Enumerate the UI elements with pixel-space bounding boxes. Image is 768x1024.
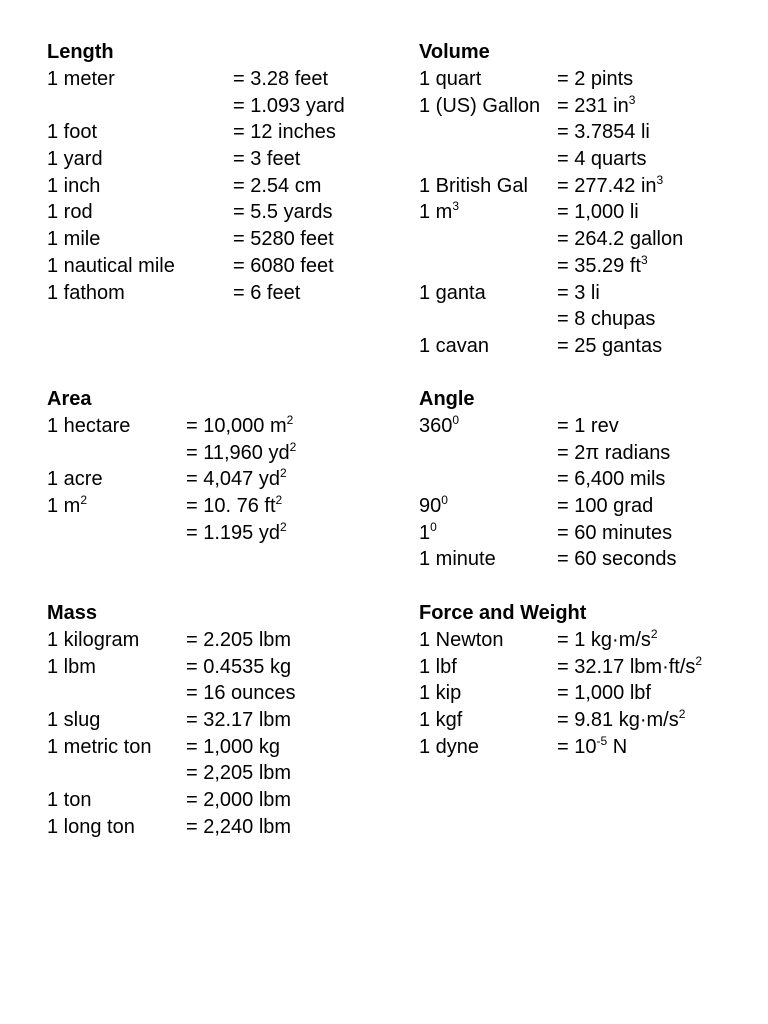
- conversion-value: [186, 493, 282, 522]
- unit-label-text: 1 lbm: [47, 655, 96, 678]
- conversion-value: [186, 707, 291, 734]
- unit-label-text: 1 foot: [47, 121, 98, 144]
- unit-label: [419, 493, 448, 522]
- unit-label: [47, 119, 97, 146]
- area-row: [47, 466, 287, 493]
- unit-label-text: 1 dyne: [419, 735, 480, 758]
- unit-label-text: 1 Newton: [419, 629, 504, 651]
- length-row: [47, 146, 301, 173]
- conversion-value-superscript: 2: [279, 466, 287, 481]
- conversion-value: [186, 814, 291, 841]
- unit-label-text: 1 meter: [47, 68, 115, 90]
- conversion-value-text: = 6080 feet: [233, 254, 334, 277]
- unit-label-superscript: 2: [80, 493, 88, 508]
- unit-label: [419, 199, 459, 228]
- length-row: [47, 199, 333, 226]
- conversion-value: [557, 707, 685, 736]
- conversion-value-text: = 25 gantas: [557, 334, 663, 357]
- mass-row: [47, 814, 292, 841]
- conversion-value-text: = 60 minutes: [557, 521, 673, 544]
- unit-label-text: 1 slug: [47, 709, 101, 732]
- conversion-value: [557, 627, 658, 656]
- conversion-value: [557, 520, 672, 547]
- conversion-value: [233, 146, 300, 173]
- unit-label-text: 1 cavan: [419, 334, 490, 357]
- conversion-value-text: = 1 kg·m/s: [557, 629, 651, 651]
- conversion-value-text: = 9.81 kg·m/s: [557, 709, 679, 732]
- unit-label-text: 1 ton: [47, 789, 92, 812]
- unit-label: [47, 627, 139, 654]
- area-row: [47, 413, 294, 440]
- conversion-value: [557, 253, 648, 282]
- conversion-value: [233, 226, 334, 253]
- conversion-value-text: = 60 seconds: [557, 548, 677, 571]
- conversion-value: [557, 66, 633, 93]
- unit-label: [419, 627, 504, 654]
- unit-label: [47, 493, 87, 522]
- area-row: [47, 519, 287, 547]
- conversion-value: [186, 787, 291, 814]
- length-title: Length: [47, 41, 114, 63]
- unit-label: [47, 226, 100, 253]
- conversion-value: [233, 173, 321, 200]
- length-row: [47, 226, 334, 253]
- length-section: [47, 39, 345, 306]
- unit-label-text: 1 m: [47, 495, 81, 518]
- volume-row: [419, 199, 639, 226]
- conversion-value: [557, 333, 662, 360]
- conversion-value: [557, 466, 665, 493]
- length-row: [47, 253, 334, 280]
- conversion-value-superscript: 2: [678, 707, 686, 722]
- conversion-value: [557, 199, 639, 226]
- length-row: [47, 280, 301, 307]
- volume-row: [419, 92, 636, 120]
- conversion-value-text: = 32.17 lbm·ft/s: [557, 655, 696, 678]
- unit-label: [47, 814, 135, 841]
- conversion-value-text: = 231 in: [557, 94, 629, 117]
- unit-label-superscript: 0: [441, 493, 448, 508]
- unit-label: [419, 66, 481, 93]
- conversion-value-superscript: 2: [695, 653, 703, 668]
- conversion-value-text: = 2 pints: [557, 68, 634, 90]
- unit-label-text: 1 hectare: [47, 415, 131, 437]
- unit-label-text: 1 quart: [419, 68, 482, 90]
- volume-row: [419, 306, 656, 333]
- force-row: [419, 680, 651, 707]
- area-section: [47, 386, 297, 546]
- unit-label-text: 1 ganta: [419, 281, 486, 304]
- conversion-value: [186, 627, 291, 654]
- area-row: [47, 493, 283, 520]
- unit-label: [419, 654, 457, 681]
- conversion-value-text: = 8 chupas: [557, 308, 656, 331]
- conversion-value-text: = 16 ounces: [186, 682, 296, 705]
- conversion-value-text: = 0.4535 kg: [186, 655, 292, 678]
- volume-row: [419, 333, 663, 360]
- unit-label: [419, 680, 461, 707]
- angle-rows: [419, 413, 677, 573]
- unit-label-text: 1 kilogram: [47, 629, 140, 651]
- conversion-value-text: = 5.5 yards: [233, 201, 333, 224]
- conversion-value: [233, 253, 334, 280]
- mass-row: [47, 680, 296, 707]
- unit-label: [47, 253, 175, 280]
- conversion-value-text: = 6,400 mils: [557, 468, 666, 491]
- conversion-value-superscript: 2: [286, 413, 294, 427]
- unit-label-text: 1 long ton: [47, 815, 135, 838]
- unit-label: [419, 280, 486, 307]
- conversion-value-text: = 2,205 lbm: [186, 762, 292, 785]
- conversion-value: [233, 66, 328, 93]
- unit-label: [47, 66, 115, 93]
- unit-label-text: 1 metric ton: [47, 735, 152, 758]
- unit-label: [47, 734, 151, 761]
- conversion-value-text: = 1.093 yard: [233, 94, 345, 117]
- conversion-value-text: = 35.29 ft: [557, 254, 641, 277]
- conversion-value: [186, 520, 287, 549]
- conversion-value-text: = 4 quarts: [557, 148, 647, 171]
- angle-row: [419, 413, 619, 440]
- mass-row: [47, 787, 292, 814]
- unit-label: [47, 146, 103, 173]
- volume-row: [419, 252, 648, 280]
- conversion-value-text: = 3.7854 li: [557, 121, 650, 144]
- conversion-value-text: = 1,000 kg: [186, 735, 280, 758]
- mass-row: [47, 627, 292, 654]
- conversion-value: [557, 226, 683, 253]
- unit-label-text: 360: [419, 415, 453, 437]
- angle-title: Angle: [419, 388, 475, 410]
- unit-label: [419, 546, 496, 573]
- unit-label-superscript: 0: [430, 519, 437, 534]
- conversion-value-text: = 1,000 li: [557, 201, 639, 224]
- conversion-value-text: = 12 inches: [233, 121, 336, 144]
- conversion-value-text: = 264.2 gallon: [557, 228, 684, 251]
- angle-row: [419, 466, 666, 493]
- conversion-value: [557, 173, 663, 202]
- unit-label: [419, 734, 479, 761]
- unit-label: [47, 173, 100, 200]
- mass-row: [47, 734, 280, 761]
- conversion-value-text: = 2.54 cm: [233, 174, 322, 197]
- volume-row: [419, 119, 650, 146]
- unit-label: [419, 413, 459, 442]
- unit-label: [47, 654, 96, 681]
- conversion-value-text: = 2π radians: [557, 441, 671, 464]
- conversion-value-text: = 1.195 yd: [186, 521, 280, 544]
- conversion-value: [557, 734, 627, 763]
- unit-label-superscript: 0: [452, 413, 460, 427]
- conversion-value: [557, 306, 655, 333]
- conversion-value-text: = 3.28 feet: [233, 68, 329, 90]
- conversion-value-text: = 32.17 lbm: [186, 709, 292, 732]
- unit-label-text: 1 (US) Gallon: [419, 94, 541, 117]
- unit-label: [419, 333, 489, 360]
- length-row: [47, 66, 329, 93]
- unit-label: [47, 280, 125, 307]
- unit-label-text: 1 lbf: [419, 655, 457, 678]
- conversion-value-text: = 5280 feet: [233, 228, 334, 251]
- length-row: [47, 93, 345, 120]
- conversion-value-text: = 1 rev: [557, 415, 619, 437]
- conversion-value-text: = 10: [557, 735, 597, 758]
- conversion-value: [557, 680, 651, 707]
- length-row: [47, 119, 336, 146]
- conversion-value: [233, 93, 345, 120]
- conversion-value-superscript: 3: [640, 252, 648, 267]
- unit-label-text: 1 British Gal: [419, 174, 528, 197]
- conversion-value: [557, 280, 600, 307]
- volume-row: [419, 280, 600, 307]
- unit-label-text: 1: [419, 521, 431, 544]
- conversion-value-superscript: 2: [650, 627, 658, 641]
- conversion-value-superscript: 2: [289, 439, 297, 454]
- conversion-value-superscript: 3: [656, 172, 664, 187]
- conversion-value: [233, 280, 300, 307]
- conversion-value-text: = 2,240 lbm: [186, 815, 292, 838]
- conversion-value: [557, 119, 650, 146]
- angle-row: [419, 519, 673, 547]
- conversion-value-text: = 3 feet: [233, 148, 301, 171]
- conversion-value: [186, 680, 296, 707]
- area-row: [47, 439, 297, 467]
- conversion-value: [557, 546, 677, 573]
- angle-section: [419, 386, 677, 573]
- volume-row: [419, 226, 684, 253]
- unit-label-text: 1 kip: [419, 682, 462, 705]
- unit-label: [47, 707, 100, 734]
- volume-row: [419, 66, 634, 93]
- conversion-value: [186, 760, 291, 787]
- conversion-value: [186, 440, 296, 469]
- unit-label-text: 1 rod: [47, 201, 93, 224]
- angle-row: [419, 546, 677, 573]
- volume-section: [419, 39, 684, 360]
- mass-section: [47, 600, 296, 841]
- angle-row: [419, 493, 654, 520]
- mass-row: [47, 654, 292, 681]
- conversion-value-text: = 10. 76 ft: [186, 495, 276, 518]
- conversion-value-text: = 10,000 m: [186, 415, 287, 437]
- conversion-value-superscript: -5: [596, 733, 608, 748]
- volume-title: Volume: [419, 41, 490, 63]
- conversion-value-text: = 3 li: [557, 281, 600, 304]
- unit-label: [419, 173, 528, 200]
- mass-row: [47, 760, 292, 787]
- conversion-value: [557, 146, 647, 173]
- force-row: [419, 733, 628, 761]
- conversion-value: [186, 413, 293, 442]
- unit-label-text: 1 yard: [47, 148, 103, 171]
- unit-label-superscript: 3: [452, 199, 460, 214]
- conversion-value: [557, 93, 635, 122]
- volume-row: [419, 146, 647, 173]
- conversion-value-text: = 11,960 yd: [186, 441, 290, 464]
- unit-label: [47, 199, 93, 226]
- mass-title: Mass: [47, 602, 98, 624]
- conversion-value-text: = 2,000 lbm: [186, 789, 292, 812]
- conversion-value: [557, 413, 619, 440]
- conversion-value-text: = 6 feet: [233, 281, 301, 304]
- unit-label: [47, 466, 103, 493]
- unit-label-text: 1 fathom: [47, 281, 125, 304]
- conversion-value: [186, 734, 280, 761]
- conversion-value: [557, 440, 670, 467]
- angle-row: [419, 440, 671, 467]
- length-row: [47, 173, 322, 200]
- unit-label-text: 90: [419, 495, 442, 518]
- conversion-value-text: = 4,047 yd: [186, 468, 280, 491]
- volume-row: [419, 172, 664, 200]
- force-title: Force and Weight: [419, 602, 587, 624]
- conversion-value: [557, 493, 653, 520]
- conversion-value: [233, 199, 333, 226]
- unit-label-text: 1 inch: [47, 174, 101, 197]
- area-rows: [47, 413, 297, 546]
- conversion-value-superscript: 3: [628, 92, 636, 107]
- unit-label-text: 1 minute: [419, 548, 496, 571]
- area-title: Area: [47, 388, 92, 410]
- unit-label-text: 1 kgf: [419, 709, 463, 732]
- unit-label: [419, 93, 540, 120]
- unit-label: [47, 413, 130, 440]
- conversion-value: [186, 654, 291, 681]
- unit-label-text: 1 mile: [47, 228, 101, 251]
- conversion-value-text: = 2.205 lbm: [186, 629, 292, 651]
- unit-label: [47, 787, 91, 814]
- conversion-value-text: = 277.42 in: [557, 174, 657, 197]
- unit-label-text: 1 nautical mile: [47, 254, 175, 277]
- conversion-value: [557, 654, 702, 683]
- conversion-value-superscript: 2: [279, 519, 287, 534]
- mass-row: [47, 707, 292, 734]
- unit-label-text: 1 m: [419, 201, 453, 224]
- conversion-value-text: = 100 grad: [557, 495, 654, 518]
- unit-label-text: 1 acre: [47, 468, 103, 491]
- conversion-value-text: = 1,000 lbf: [557, 682, 651, 705]
- unit-label: [419, 520, 437, 549]
- volume-rows: [419, 66, 684, 360]
- conversion-value-suffix: N: [607, 735, 628, 758]
- conversion-value-superscript: 2: [275, 493, 283, 508]
- length-rows: [47, 66, 345, 306]
- unit-label: [419, 707, 462, 734]
- conversion-value: [186, 466, 287, 495]
- mass-rows: [47, 627, 296, 841]
- conversion-value: [233, 119, 336, 146]
